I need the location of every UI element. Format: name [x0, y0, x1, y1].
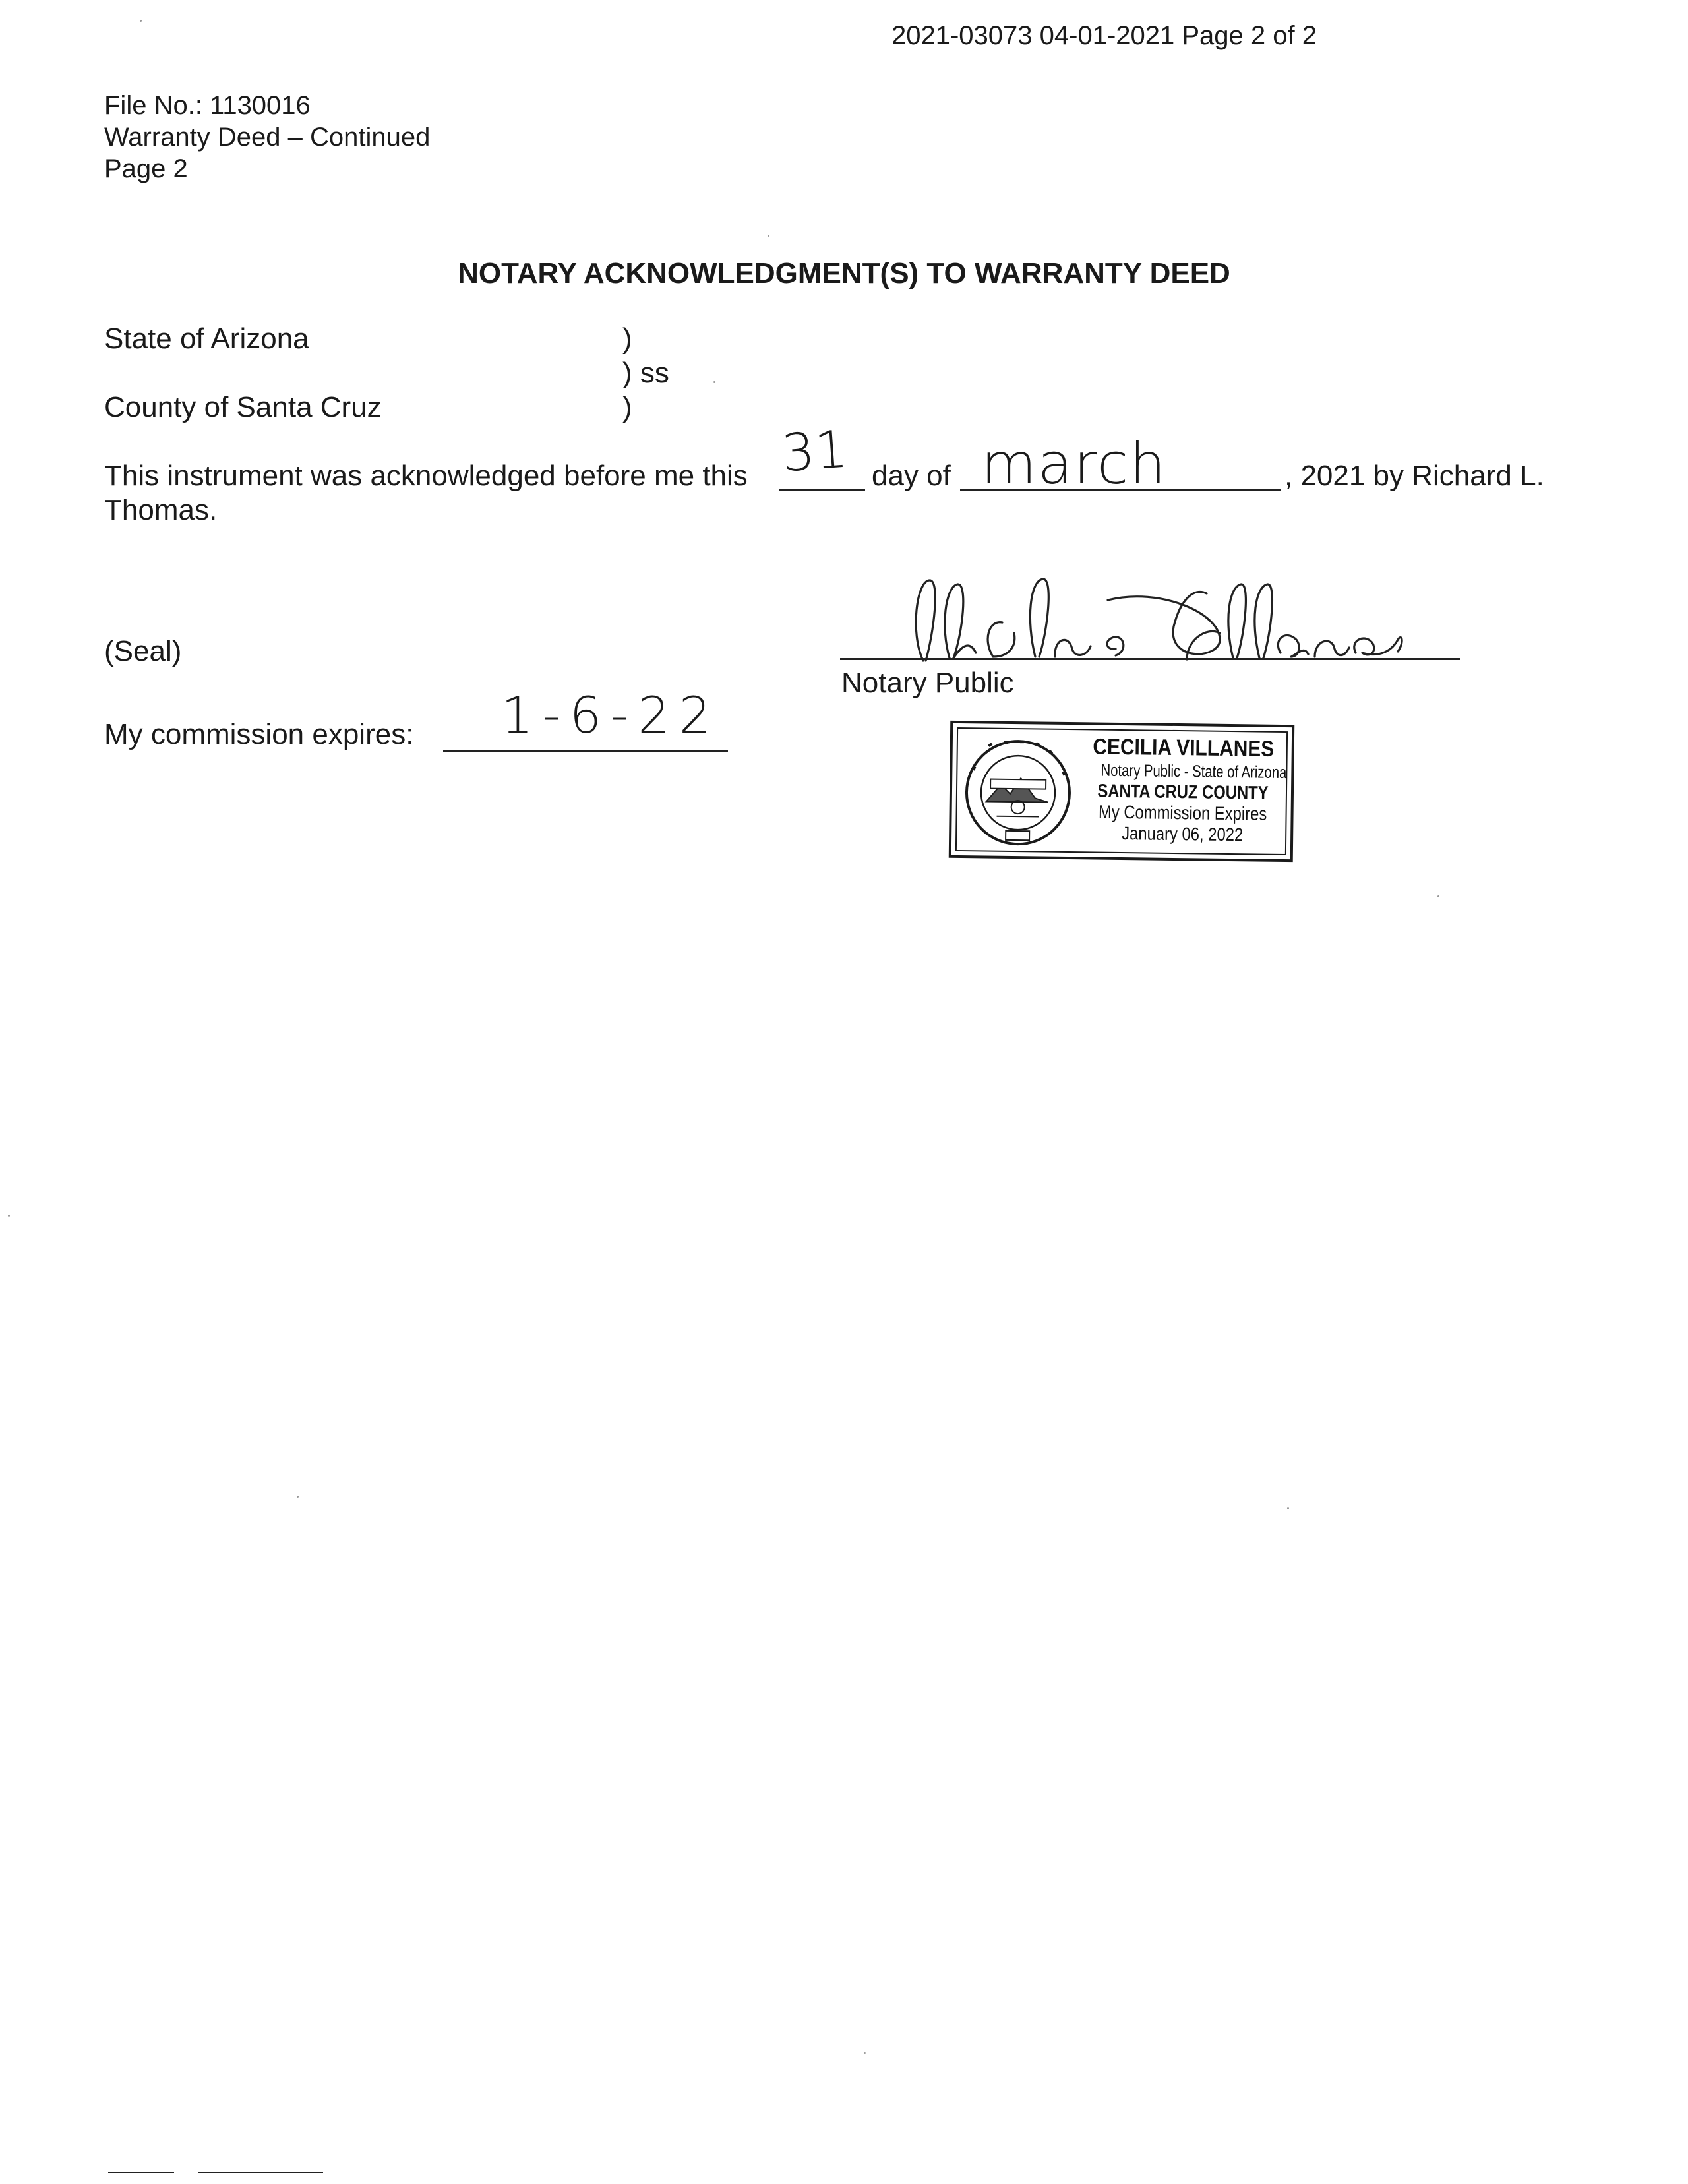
stamp-expires-date: January 06, 2022: [1122, 823, 1244, 845]
scan-speck: [864, 2052, 866, 2054]
page-title: NOTARY ACKNOWLEDGMENT(S) TO WARRANTY DEED: [458, 257, 1230, 289]
venue-state: State of Arizona: [104, 322, 309, 355]
handwritten-commission-date: 1-6-22: [501, 686, 721, 744]
scan-speck: [768, 235, 769, 237]
document-continued: Warranty Deed – Continued: [104, 123, 431, 152]
stamp-notary-name: CECILIA VILLANES: [1093, 734, 1275, 762]
venue-paren-2: ): [622, 391, 632, 423]
commission-date-line: [443, 750, 728, 752]
scan-speck: [297, 1496, 299, 1498]
notary-stamp: [949, 721, 1295, 862]
acknowledgment-suffix: , 2021 by Richard L.: [1284, 460, 1544, 492]
stamp-county: SANTA CRUZ COUNTY: [1097, 780, 1269, 803]
stamp-expires-label: My Commission Expires: [1098, 801, 1267, 824]
scan-speck: [713, 381, 715, 383]
scan-speck: [140, 20, 142, 22]
day-blank-line: [779, 489, 865, 491]
page-number: Page 2: [104, 154, 188, 183]
venue-paren-1: ): [622, 322, 632, 355]
seal-label: (Seal): [104, 635, 182, 667]
scan-speck: [1287, 1507, 1289, 1509]
signature-line: [840, 658, 1460, 660]
venue-county: County of Santa Cruz: [104, 391, 382, 423]
venue-ss: ) ss: [622, 357, 669, 389]
scan-speck: [1437, 895, 1439, 897]
commission-expires-label: My commission expires:: [104, 718, 414, 750]
acknowledgment-prefix: This instrument was acknowledged before me this: [104, 460, 748, 492]
file-number: File No.: 1130016: [104, 91, 311, 120]
arizona-seal-icon: [963, 738, 1073, 847]
acknowledgment-day-of: day of: [872, 460, 951, 492]
recording-stamp: 2021-03073 04-01-2021 Page 2 of 2: [891, 21, 1317, 50]
notary-public-label: Notary Public: [841, 667, 1014, 699]
footer-rule-right: [198, 2172, 323, 2173]
handwritten-month: march: [981, 431, 1167, 497]
handwritten-day: 31: [779, 419, 850, 484]
notary-signature: [877, 541, 1484, 673]
footer-rule-left: [108, 2172, 174, 2173]
scan-speck: [8, 1215, 10, 1217]
stamp-notary-title: Notary Public - State of Arizona: [1100, 760, 1287, 783]
acknowledgment-signer-surname: Thomas.: [104, 494, 218, 526]
